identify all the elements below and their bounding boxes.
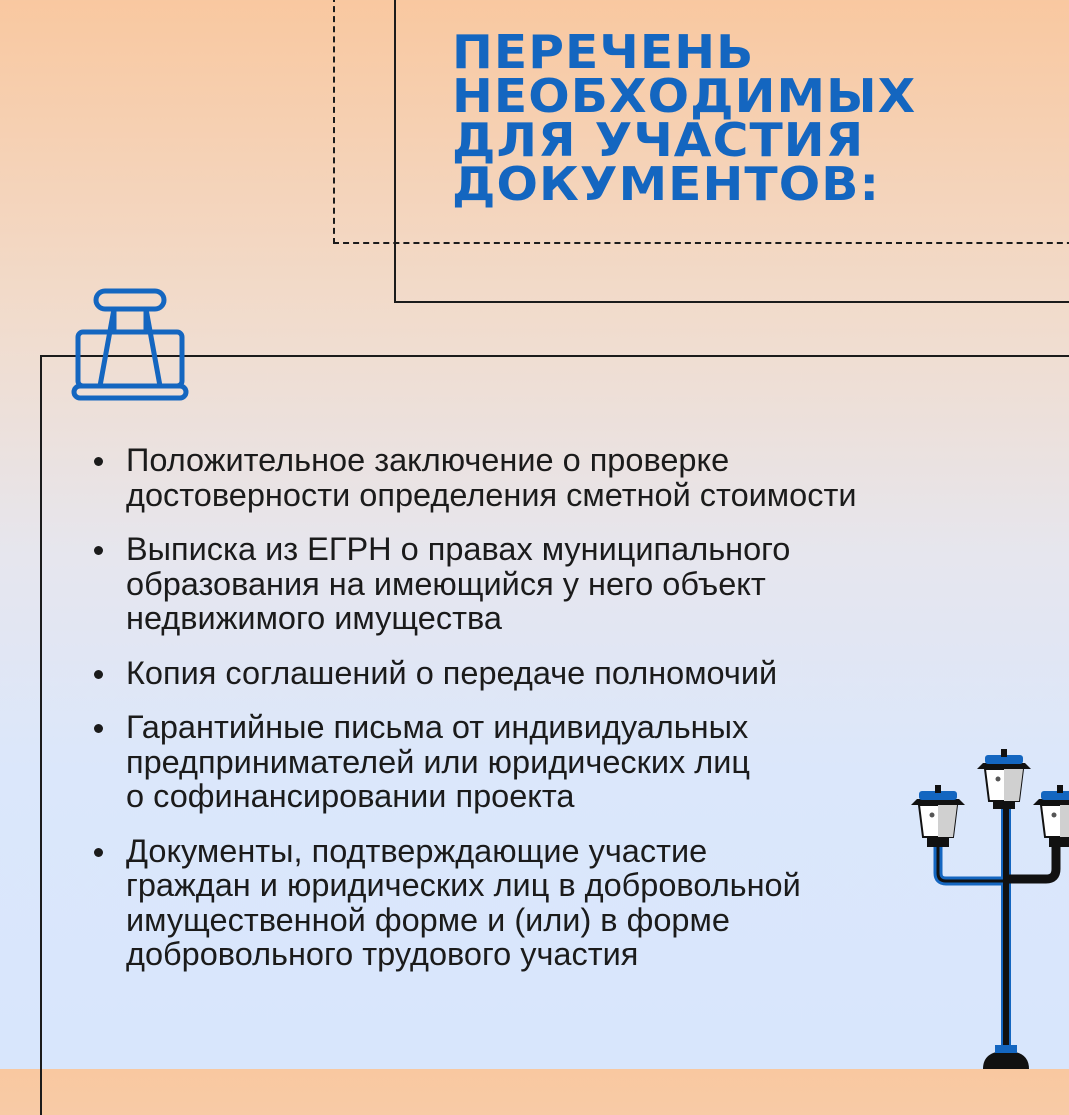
title-line: ПЕРЕЧЕНЬ: [452, 25, 755, 79]
bullet: [94, 670, 103, 679]
list-item-line: образования на имеющийся у него объект: [126, 565, 766, 602]
list-item: [92, 532, 1002, 636]
bullet: [94, 848, 103, 857]
binder-clip-icon: [70, 286, 190, 402]
list-item: [92, 656, 1002, 691]
list-item: [92, 710, 1002, 814]
list-item-line: о софинансировании проекта: [126, 778, 575, 814]
bullet: [94, 546, 103, 555]
list-item-line: добровольного трудового участия: [126, 936, 639, 972]
list-item-line: Положительное заключение о проверке: [126, 442, 730, 478]
documents-list: [92, 443, 1002, 992]
list-item: [92, 834, 1002, 972]
title-line: НЕОБХОДИМЫХ: [452, 69, 917, 123]
title-line: ДОКУМЕНТОВ:: [452, 157, 881, 211]
list-item-line: предпринимателей или юридических лиц: [126, 743, 751, 780]
list-item-line: Копия соглашений о передаче полномочий: [126, 654, 778, 691]
bullet: [94, 457, 103, 466]
title-line: ДЛЯ УЧАСТИЯ: [452, 113, 865, 167]
list-item-line: Документы, подтверждающие участие: [126, 832, 708, 869]
list-item-line: граждан и юридических лиц в добровольной: [126, 867, 801, 903]
list-item-line: недвижимого имущества: [126, 600, 502, 636]
list-item-line: имущественной форме и (или) в форме: [126, 901, 730, 938]
street-lamp-icon: [905, 745, 1069, 1069]
list-item-line: достоверности определения сметной стоимости: [126, 476, 857, 513]
bullet: [94, 724, 103, 733]
list-item-line: Выписка из ЕГРН о правах муниципального: [126, 531, 791, 567]
list-item-line: Гарантийные письма от индивидуальных: [126, 709, 749, 745]
list-item: [92, 443, 1002, 512]
page-title: [452, 25, 917, 211]
